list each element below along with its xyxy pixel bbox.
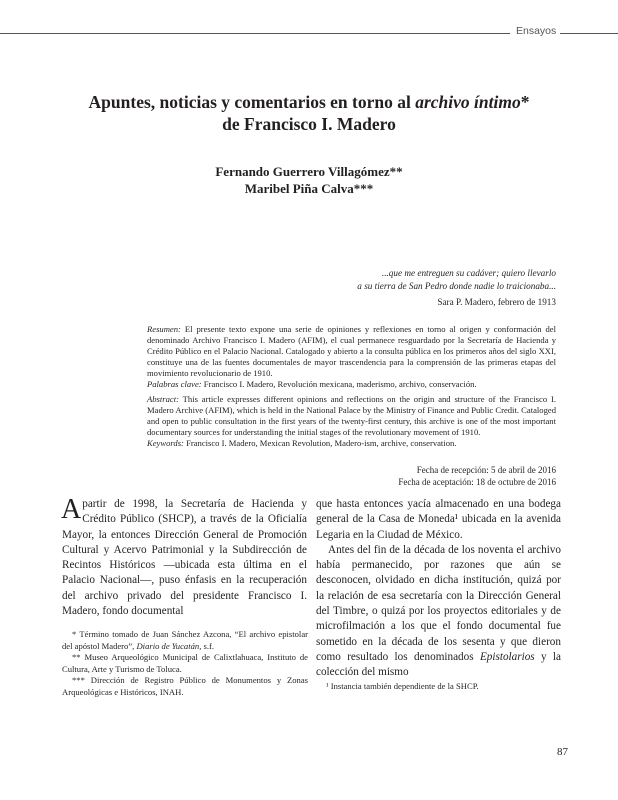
- body-column-left: [61, 494, 307, 619]
- body-paragraph-1-cont: que hasta entonces yacía almacenado en una bodega general de la Casa de Moneda¹ ubicada en la avenida Legaria en la Ciudad de México.: [316, 498, 561, 541]
- body-paragraph-2: Antes del fin de la década de los noventa el archivo había permanecido, por razones que aún se desconocen, olvidado en dicha institución, quizá por la relación de esa secretaría con la Dirección General del Timbre, o quizá por los proyectos editoriales y de microfilmación a los que el fondo documental fue sometido en la década de los sesenta y que dieron como resultado los denominados Epistolarios y la colección del mismo: [316, 543, 562, 679]
- footnote-2: ** Museo Arqueológico Municipal de Calixtlahuaca, Instituto de Cultura, Arte y Turismo de Toluca.: [62, 652, 308, 674]
- footnote-4: ¹ Instancia también dependiente de la SHCP.: [326, 681, 479, 691]
- date-received: Fecha de recepción: 5 de abril de 2016: [416, 465, 556, 475]
- footnote-1: * Término tomado de Juan Sánchez Azcona, “El archivo epistolar del apóstol Madero”, Diario de Yucatán, s.f.: [62, 629, 308, 651]
- palabras-clave: Palabras clave: Francisco I. Madero, Revolución mexicana, maderismo, archivo, conservación.: [147, 379, 477, 390]
- resumen-text: Resumen: El presente texto expone una serie de opiniones y reflexiones en torno al origen y conformación del denominado Archivo Francisco I. Madero (AFIM), el cual permanece resguardado por la Secretaría de Hacienda y Crédito Público en el Palacio Nacional. Catalogado y abierto a la consulta pública en los primeros años del siglo XXI, constituye una de las fuentes documentales de mayor trascendencia para la comprensión de las primeras etapas del movimiento revolucionario de 1910.: [147, 324, 556, 379]
- resumen-block: [147, 324, 556, 391]
- keywords: Keywords: Francisco I. Madero, Mexican Revolution, Madero-ism, archive, conservation.: [147, 438, 457, 449]
- author-1: Fernando Guerrero Villagómez**: [215, 164, 403, 179]
- body-column-right: [316, 497, 561, 681]
- article-title-line2: de Francisco I. Madero: [222, 114, 396, 134]
- abstract-block: [147, 394, 556, 449]
- footnote-3: *** Dirección de Registro Público de Monumentos y Zonas Arqueológicas e Históricos, INAH.: [62, 675, 308, 697]
- footnotes-right: [316, 681, 561, 693]
- epigraph-line2: a su tierra de San Pedro donde nadie lo traicionaba...: [357, 281, 556, 291]
- article-title-line1: Apuntes, noticias y comentarios en torno al archivo íntimo*: [88, 92, 530, 112]
- header-rule-left: [0, 33, 510, 34]
- body-paragraph-1: A partir de 1998, la Secretaría de Hacienda y Crédito Público (SHCP), a través de la Oficialía Mayor, la entonces Dirección General de Promoción Cultural y Acervo Patrimonial y la Subdirección de Recintos Históricos —ubicada esta última en el Palacio Nacional—, puso énfasis en la recuperación del archivo privado del presidente Francisco I. Madero, fondo documental: [61, 494, 307, 618]
- epigraph-line1: ...que me entreguen su cadáver; quiero llevarlo: [381, 268, 556, 278]
- author-2: Maribel Piña Calva***: [244, 181, 374, 196]
- date-accepted: Fecha de aceptación: 18 de octubre de 2016: [398, 477, 556, 487]
- abstract-text: Abstract: This article expresses different opinions and reflections on the origin and structure of the Francisco I. Madero Archive (AFIM), which is held in the National Palace by the Ministry of Finance and Public Credit. Cataloged and open to public consultation in the first years of the twenty-first century, this archive is one of the most important documentary sources for understanding the initial stages of the revolutionary movement of 1910.: [147, 394, 556, 438]
- drop-cap: A: [61, 494, 82, 525]
- page-number: 87: [557, 746, 568, 758]
- epigraph-source: Sara P. Madero, febrero de 1913: [437, 297, 556, 307]
- header-rule-right: [560, 33, 618, 34]
- section-label: Ensayos: [516, 25, 557, 37]
- footnotes-left: [62, 629, 308, 698]
